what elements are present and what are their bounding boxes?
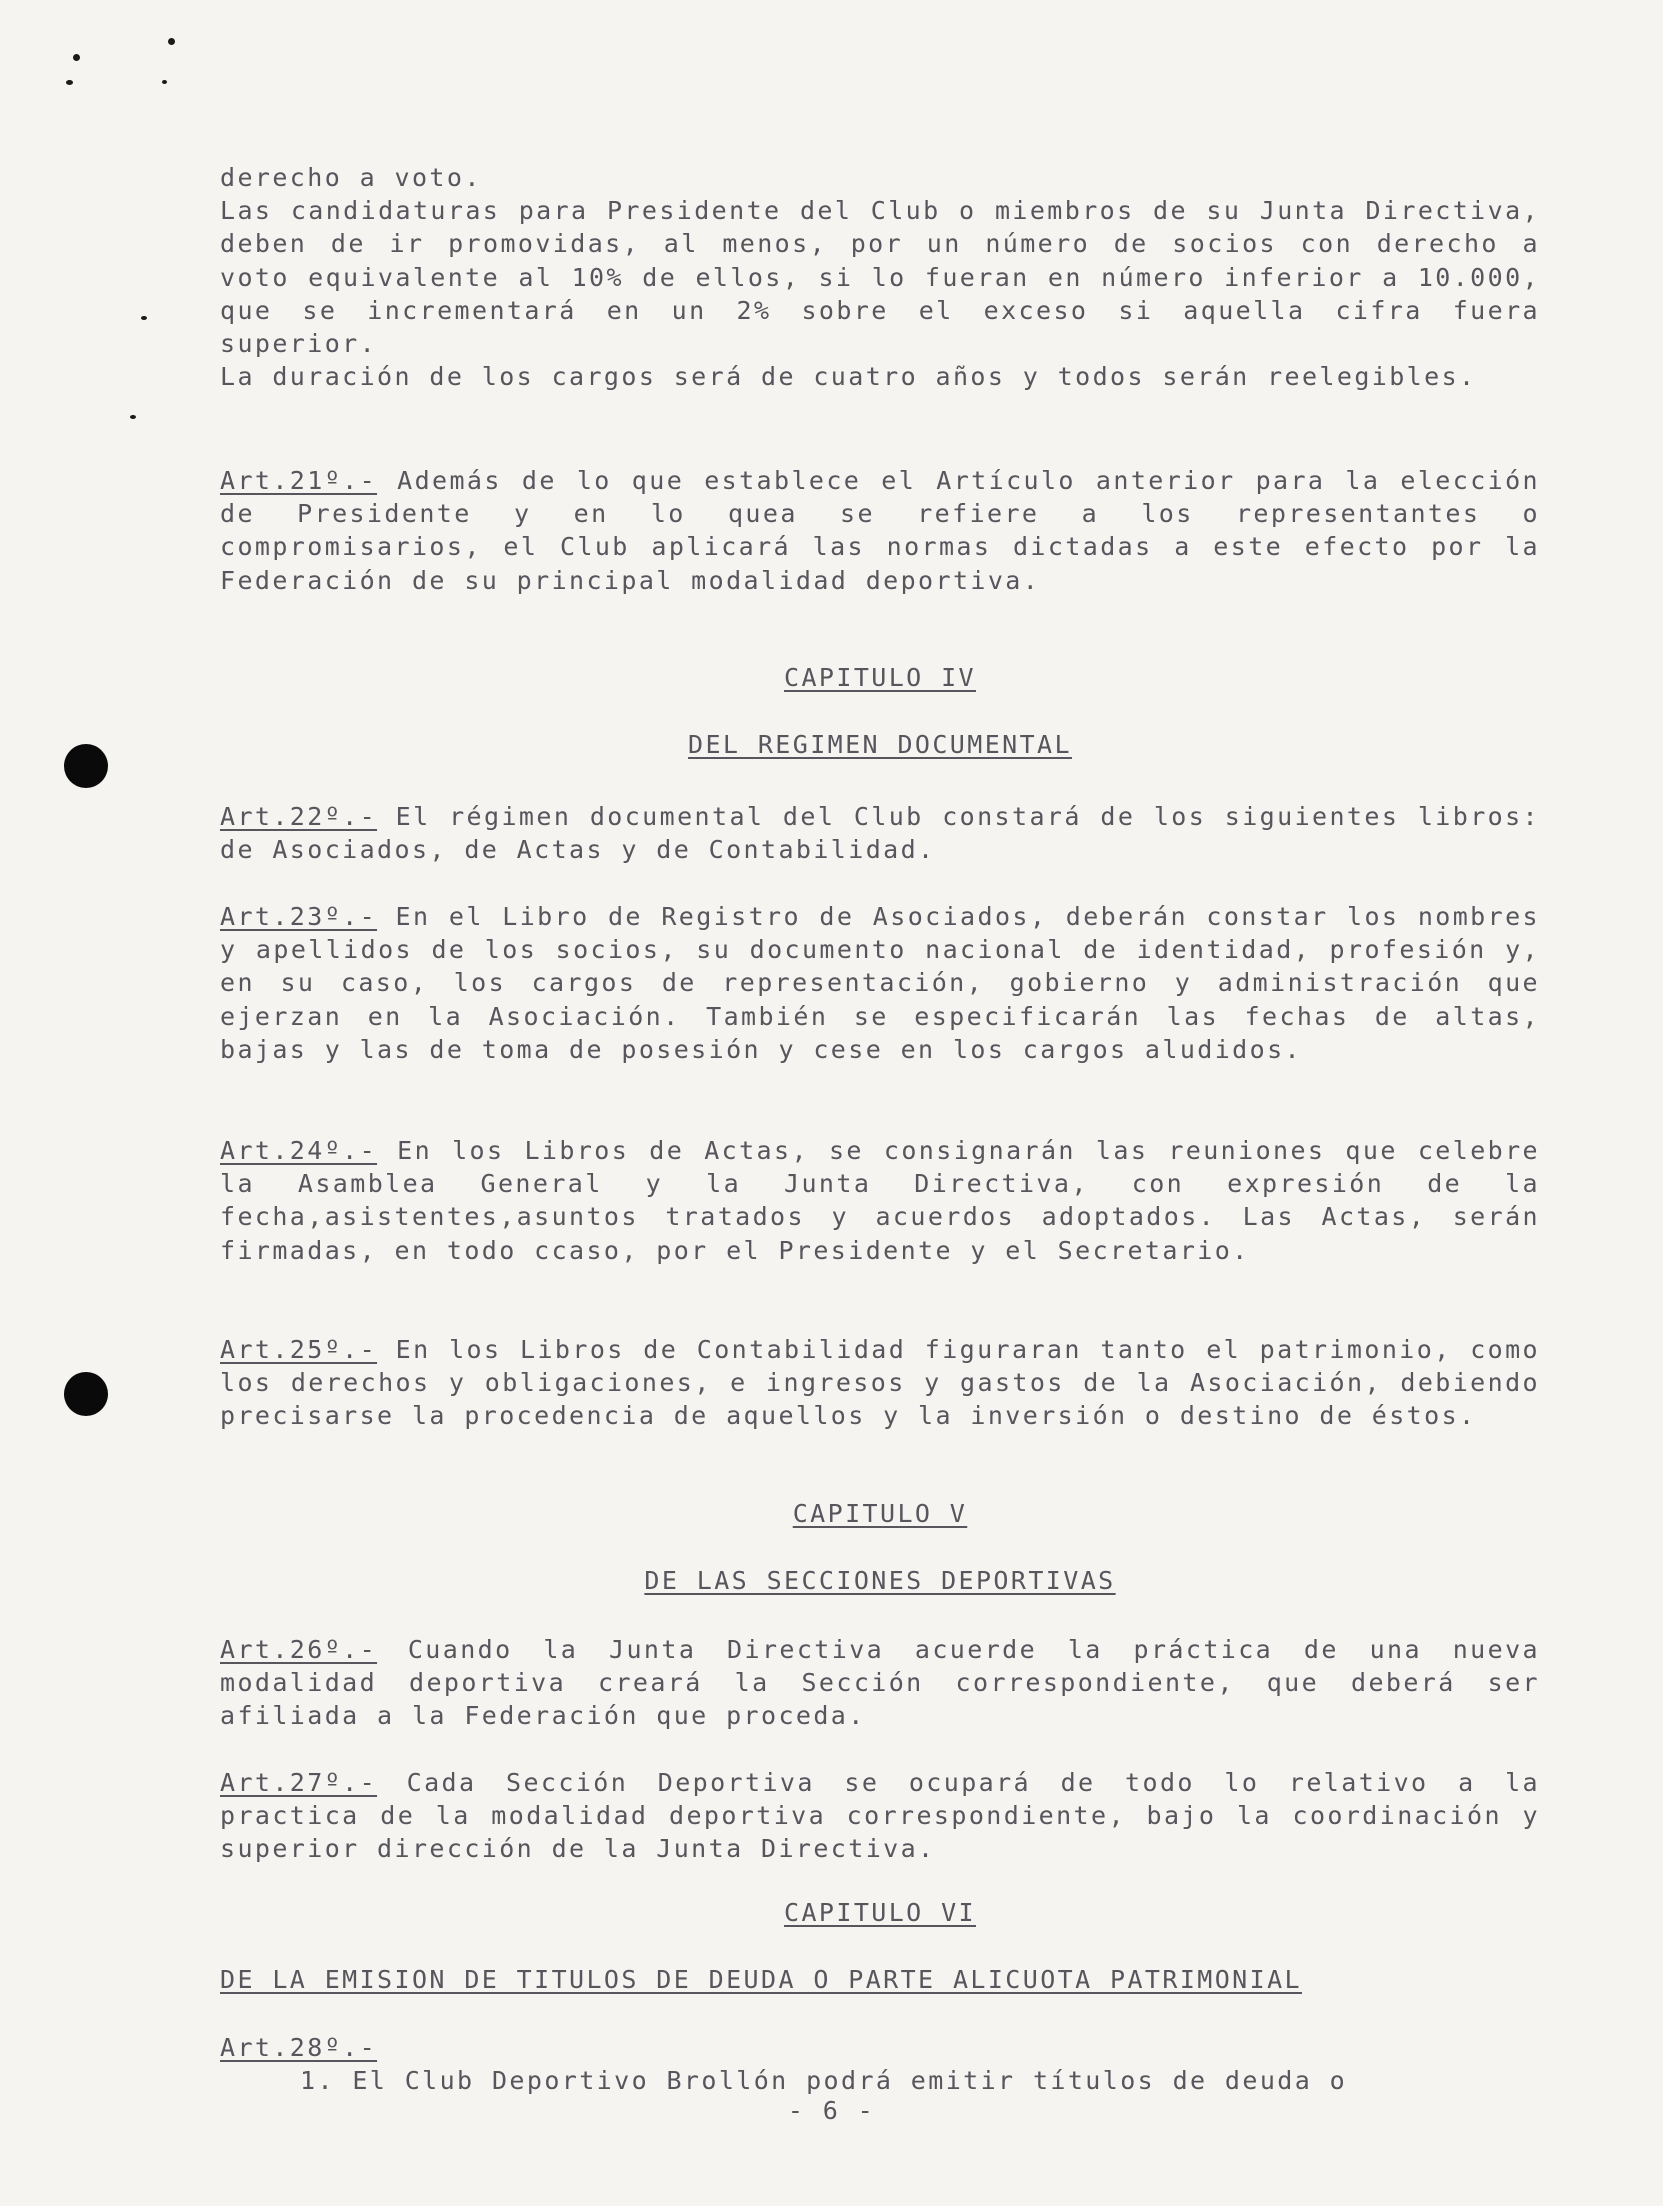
chapter-title: DE LA EMISION DE TITULOS DE DEUDA O PARTE ALICUOTA PATRIMONIAL bbox=[220, 1965, 1302, 1994]
intro-paragraph: derecho a voto. bbox=[220, 163, 482, 192]
chapter-heading bbox=[220, 1566, 1540, 1595]
article-24 bbox=[220, 1134, 1540, 1267]
article-text: Cuando la Junta Directiva acuerde la práctica de una nueva modalidad deportiva creará la Sección correspondiente, que deberá ser afiliada a la Federación que proceda. bbox=[220, 1635, 1540, 1731]
article-text: El régimen documental del Club constará de los siguientes libros: de Asociados, de Actas y de Contabilidad. bbox=[220, 802, 1540, 865]
article-28 bbox=[220, 2031, 1540, 2097]
punch-hole bbox=[64, 744, 108, 788]
article-label: Art.27º.- bbox=[220, 1768, 378, 1797]
article-label: Art.26º.- bbox=[220, 1635, 378, 1664]
article-25 bbox=[220, 1333, 1540, 1433]
article-text: En los Libros de Contabilidad figuraran tanto el patrimonio, como los derechos y obligaciones, e ingresos y gastos de la Asociación, debiendo precisarse la procedencia de aquellos y la inversión o destino de éstos. bbox=[220, 1335, 1540, 1431]
scan-speck bbox=[66, 80, 73, 85]
article-label: Art.21º.- bbox=[220, 466, 378, 495]
chapter-heading bbox=[220, 730, 1540, 759]
article-21 bbox=[220, 464, 1540, 597]
chapter-title: DE LAS SECCIONES DEPORTIVAS bbox=[644, 1566, 1116, 1595]
article-label: Art.24º.- bbox=[220, 1136, 378, 1165]
scan-speck bbox=[162, 80, 167, 84]
article-text: En los Libros de Actas, se consignarán las reuniones que celebre la Asamblea General y la Junta Directiva, con expresión de la fecha,asistentes,asuntos tratados y acuerdos adoptados. Las Actas, serán firmadas, en todo ccaso, por el Presidente y el Secretario. bbox=[220, 1136, 1541, 1265]
chapter-heading bbox=[220, 1898, 1540, 1927]
intro-paragraph: Las candidaturas para Presidente del Club o miembros de su Junta Directiva, deben de ir promovidas, al menos, por un número de socios con derecho a voto equivalente al 10% de ellos, si lo fueran en número inferior a 10.000, que se incrementará en un 2% sobre el exceso si aquella cifra fuera superior. bbox=[220, 196, 1540, 359]
chapter-heading bbox=[220, 1499, 1540, 1528]
article-text: Además de lo que establece el Artículo anterior para la elección de Presidente y en lo quea se refiere a los representantes o compromisarios, el Club aplicará las normas dictadas a este efecto por la Federación de su principal modalidad deportiva. bbox=[220, 466, 1541, 595]
chapter-heading bbox=[220, 1965, 1302, 1994]
scan-speck bbox=[141, 316, 147, 320]
article-23 bbox=[220, 900, 1540, 1066]
article-label: Art.23º.- bbox=[220, 902, 378, 931]
chapter-title: DEL REGIMEN DOCUMENTAL bbox=[688, 730, 1072, 759]
intro-paragraph: La duración de los cargos será de cuatro años y todos serán reelegibles. bbox=[220, 362, 1477, 392]
article-text: En el Libro de Registro de Asociados, deberán constar los nombres y apellidos de los socios, su documento nacional de identidad, profesión y, en su caso, los cargos de representación, gobierno y administración que ejerzan en la Asociación. También se especificarán las fechas de altas, bajas y las de toma de posesión y cese en los cargos aludidos. bbox=[220, 902, 1540, 1064]
article-label: Art.22º.- bbox=[220, 802, 378, 831]
article-label: Art.28º.- bbox=[220, 2033, 378, 2062]
article-label: Art.25º.- bbox=[220, 1335, 378, 1364]
scan-speck bbox=[130, 415, 136, 419]
intro-section bbox=[220, 161, 1540, 393]
chapter-number: CAPITULO VI bbox=[784, 1898, 976, 1927]
chapter-number: CAPITULO IV bbox=[784, 663, 976, 692]
chapter-number: CAPITULO V bbox=[792, 1499, 968, 1528]
article-27 bbox=[220, 1766, 1540, 1866]
article-item: 1. El Club Deportivo Brollón podrá emitir títulos de deuda o bbox=[300, 2066, 1348, 2096]
scan-speck bbox=[168, 38, 175, 45]
article-26 bbox=[220, 1633, 1540, 1733]
chapter-heading bbox=[220, 663, 1540, 692]
article-22 bbox=[220, 800, 1540, 866]
article-text: Cada Sección Deportiva se ocupará de todo lo relativo a la practica de la modalidad deportiva correspondiente, bajo la coordinación y superior dirección de la Junta Directiva. bbox=[220, 1768, 1540, 1864]
scan-speck bbox=[73, 54, 80, 61]
punch-hole bbox=[64, 1372, 108, 1416]
page-number: - 6 - bbox=[787, 2096, 876, 2125]
